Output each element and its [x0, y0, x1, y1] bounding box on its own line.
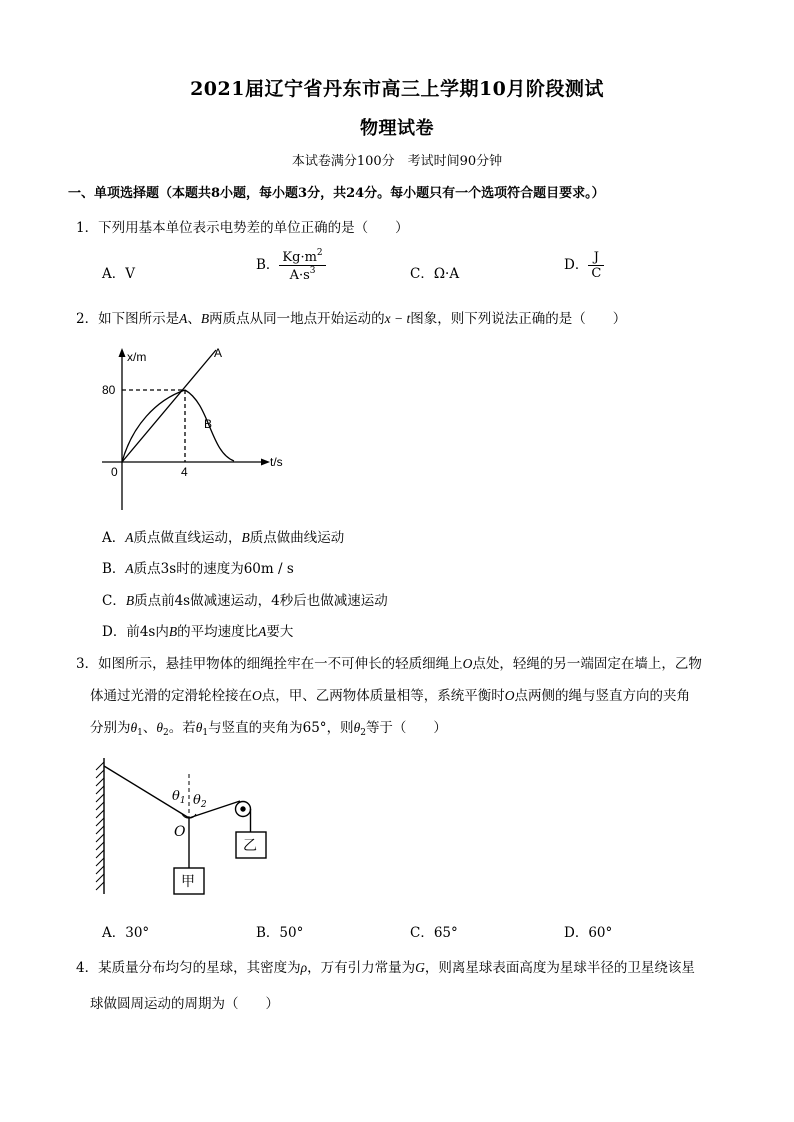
text: 3．如图所示，悬挂甲物体的细绳拴牢在一不可伸长的轻质细绳上	[76, 656, 463, 672]
numerator-exponent: 2	[316, 248, 323, 258]
var-o: O	[462, 656, 473, 671]
var: B	[241, 530, 250, 545]
var: A	[258, 624, 267, 639]
exam-title: 2021届辽宁省丹东市高三上学期10月阶段测试	[190, 78, 604, 100]
value: 60m / s	[243, 561, 294, 577]
option-label: A．	[102, 266, 126, 282]
text: 两质点从同一地点开始运动的	[209, 311, 385, 327]
x-axis-arrow	[261, 459, 270, 466]
pulley-axle	[241, 807, 245, 811]
q3-stem-line3	[90, 716, 447, 738]
q3-option-c	[410, 921, 458, 941]
var: A	[125, 530, 134, 545]
q2-option-b	[102, 557, 294, 577]
text: 。若	[168, 720, 196, 736]
text: 图象，则下列说法正确的是（ ）	[410, 311, 627, 327]
subscript: 1	[202, 728, 209, 738]
y-axis-label: x/m	[127, 350, 147, 364]
text: 时的速度为	[176, 561, 244, 577]
fraction-denominator: A·s	[289, 268, 310, 283]
q4-stem-line1	[76, 956, 695, 976]
angle-value: 65°	[302, 720, 327, 736]
wall-hatching	[96, 762, 104, 890]
q1-option-d	[564, 250, 604, 281]
text: 分别为	[90, 720, 131, 736]
q1-option-a	[102, 262, 135, 282]
q1-stem: 1．下列用基本单位表示电势差的单位正确的是（ ）	[76, 220, 409, 236]
origin-label: 0	[111, 465, 118, 479]
xt-graph	[98, 342, 298, 512]
text: 4．某质量分布均匀的星球，其密度为	[76, 960, 301, 976]
series-label-a: A	[214, 346, 223, 360]
option-label: D．	[564, 257, 589, 273]
var-xt: x − t	[384, 311, 411, 326]
var-a: A	[179, 311, 188, 326]
var: B	[168, 624, 178, 639]
q3-option-b	[256, 921, 303, 941]
fraction	[588, 250, 604, 281]
denominator-exponent: 3	[309, 266, 316, 276]
option-value: Ω·A	[433, 266, 460, 282]
var-o: O	[252, 688, 262, 703]
text: 点两侧的绳与竖直方向的夹角	[514, 688, 690, 704]
option-value: V	[125, 266, 135, 282]
q3-stem-line1	[76, 652, 702, 672]
text: 点处，轻绳的另一端固定在墙上，乙物	[472, 656, 702, 672]
text: 质点	[133, 561, 161, 577]
option-label: C．	[102, 593, 126, 609]
pulley-figure	[94, 754, 294, 904]
text: 质点做直线运动，	[133, 530, 242, 546]
box-yi-label: 乙	[243, 838, 257, 854]
text: 做减速运动，4秒后也做减速运动	[190, 593, 388, 609]
q2-option-a	[102, 526, 344, 546]
value: 4s	[139, 624, 156, 640]
var-g: G	[415, 960, 425, 975]
text: 要大	[266, 624, 294, 640]
theta: θ	[195, 720, 203, 735]
value: 4s	[174, 593, 191, 609]
var: A	[125, 561, 134, 576]
text: ，则	[326, 720, 354, 736]
text: 质点做曲线运动	[249, 530, 345, 546]
option-label: D．前	[102, 624, 140, 640]
rho: ρ	[300, 960, 308, 975]
var-b: B	[200, 311, 210, 326]
text: ，则离星球表面高度为星球半径的卫星绕该星	[424, 960, 695, 976]
text: 内	[155, 624, 169, 640]
text: 与竖直的夹角为	[208, 720, 303, 736]
fraction-numerator: J	[588, 250, 604, 266]
q2-option-d	[102, 620, 293, 640]
text: 体通过光滑的定滑轮栓接在	[90, 688, 252, 704]
option-label: C．	[410, 925, 434, 941]
q3-option-d	[564, 921, 612, 941]
text: 、	[142, 720, 157, 736]
q1-option-c	[410, 262, 459, 282]
option-value: 30°	[125, 925, 150, 941]
line-a	[122, 350, 216, 462]
subscript: 1	[137, 728, 143, 738]
q3-stem-line2	[90, 684, 690, 704]
subscript: 2	[163, 728, 169, 738]
option-label: C．	[410, 266, 434, 282]
option-label: B．	[256, 257, 280, 273]
theta1-label: $\theta_1$	[172, 789, 186, 806]
y-tick-80: 80	[102, 383, 116, 397]
q4-stem-line2: 球做圆周运动的周期为（ ）	[90, 996, 279, 1012]
fraction	[279, 248, 325, 283]
exam-subtitle: 物理试卷	[360, 118, 434, 139]
text: 、	[187, 311, 201, 327]
option-value: 65°	[433, 925, 458, 941]
text: 的平均速度比	[177, 624, 259, 640]
point-o-label: O	[174, 824, 186, 840]
theta: θ	[353, 720, 361, 735]
option-value: 60°	[588, 925, 613, 941]
subscript: 2	[360, 728, 366, 738]
theta: θ	[156, 720, 164, 735]
option-label: B．	[256, 925, 280, 941]
exam-info: 本试卷满分100分 考试时间90分钟	[291, 154, 503, 169]
series-label-b: B	[204, 417, 213, 431]
theta: θ	[130, 720, 138, 735]
value: 3s	[160, 561, 177, 577]
fraction-numerator: Kg·m	[282, 250, 317, 265]
text: 质点前	[134, 593, 175, 609]
var-o: O	[504, 688, 515, 703]
text: 点，甲、乙两物体质量相等，系统平衡时	[261, 688, 505, 704]
section-heading: 一、单项选择题（本题共8小题，每小题3分，共24分。每小题只有一个选项符合题目要求。）	[68, 186, 605, 201]
box-jia-label: 甲	[181, 874, 195, 890]
option-label: A．	[102, 530, 126, 546]
x-tick-4: 4	[181, 465, 188, 479]
theta2-label: $\theta_2$	[193, 793, 207, 810]
q3-option-a	[102, 921, 149, 941]
x-axis-label: t/s	[270, 455, 283, 469]
y-axis-arrow	[119, 348, 126, 357]
option-label: B．	[102, 561, 126, 577]
option-label: A．	[102, 925, 126, 941]
q2-stem	[76, 307, 626, 327]
var: B	[125, 593, 135, 608]
text: 等于（ ）	[365, 720, 447, 736]
text: 2．如下图所示是	[76, 311, 180, 327]
option-value: 50°	[279, 925, 304, 941]
q1-option-b	[256, 248, 326, 283]
text: ，万有引力常量为	[307, 960, 416, 976]
fraction-denominator: C	[591, 266, 602, 281]
option-label: D．	[564, 925, 589, 941]
q2-option-c	[102, 589, 388, 609]
